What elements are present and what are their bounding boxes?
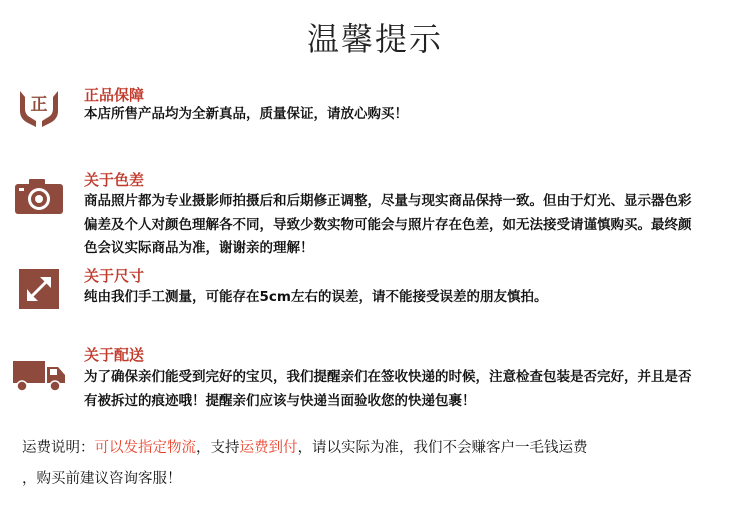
- resize-arrow-icon: [18, 268, 60, 310]
- section-title-size: 关于尺寸: [84, 267, 145, 285]
- truck-icon: [12, 359, 66, 393]
- text-line: 有被拆过的痕迹哦！提醒亲们应该与快递当面验收您的快递包裹！: [84, 392, 476, 409]
- text-line: 偏差及个人对颜色理解各不同，导致少数实物可能会与照片存在色差，如无法接受请谨慎购买。最终颜: [84, 216, 692, 233]
- text-line: 为了确保亲们能受到完好的宝贝，我们提醒亲们在签收快递的时候，注意检查包装是否完好，并且是否: [84, 369, 692, 385]
- page-title: 温馨提示: [306, 20, 443, 58]
- shipping-highlight-logistics: 可以发指定物流: [94, 440, 196, 456]
- shipping-text: ，支持: [196, 440, 240, 456]
- section-title-delivery: 关于配送: [84, 346, 145, 364]
- genuine-hands-icon: [16, 85, 62, 131]
- shipping-line-1: [22, 433, 737, 464]
- shipping-note: [22, 433, 737, 495]
- section-text-delivery: [84, 366, 692, 413]
- text-line: 纯由我们手工测量，可能存在5cm左右的误差，请不能接受误差的朋友慎拍。: [84, 289, 548, 305]
- section-title-genuine: 正品保障: [84, 86, 145, 104]
- text-line: 商品照片都为专业摄影师拍摄后和后期修正调整，尽量与现实商品保持一致。但由于灯光、显示器色彩: [84, 193, 692, 209]
- section-text-genuine: [84, 103, 408, 127]
- shipping-line-2: ，购买前建议咨询客服！: [22, 471, 182, 487]
- shipping-highlight-cod: 运费到付: [239, 440, 298, 456]
- text-line: 本店所售产品均为全新真品，质量保证，请放心购买！: [84, 106, 408, 122]
- shipping-label: 运费说明：: [22, 440, 95, 456]
- shipping-text: ，请以实际为准，我们不会赚客户一毛钱运费: [297, 440, 588, 456]
- section-title-color: 关于色差: [84, 171, 145, 189]
- section-text-size: [84, 286, 547, 310]
- camera-icon: [14, 178, 64, 216]
- svg-text:正: 正: [30, 95, 48, 115]
- text-line: 色会议实际商品为准，谢谢亲的理解！: [84, 240, 314, 256]
- section-text-color: [84, 190, 692, 261]
